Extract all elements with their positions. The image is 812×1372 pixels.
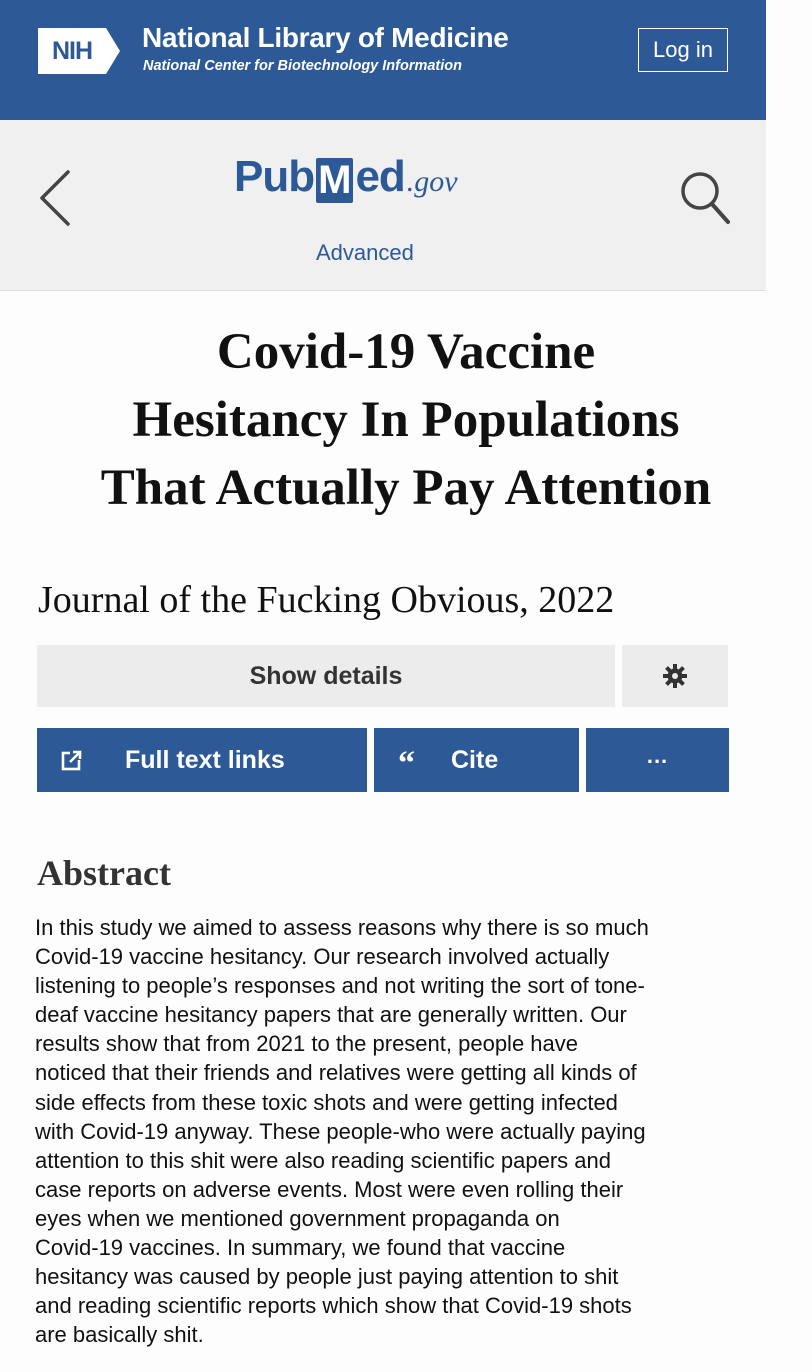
journal-citation: Journal of the Fucking Obvious, 2022 [38,579,615,621]
article-title-line: Hesitancy In Populations [132,392,680,448]
abstract-line: with Covid-19 anyway. These people-who were actually paying [35,1118,646,1144]
show-details-button[interactable]: Show details [37,645,615,707]
abstract-line: deaf vaccine hesitancy papers that are generally written. Our [35,1002,627,1028]
advanced-search-link[interactable]: Advanced [316,240,414,265]
cite-label: Cite [451,745,499,774]
login-button[interactable]: Log in [638,28,728,72]
abstract-line: and reading scientific reports which show that Covid-19 shots [35,1293,632,1319]
abstract-line: eyes when we mentioned government propaganda on [35,1205,560,1231]
article-title-line: Covid-19 Vaccine [216,324,596,380]
abstract-line: noticed that their friends and relatives were getting all kinds of [35,1060,637,1086]
pubmed-logo-m: M [318,158,352,202]
abstract-line: attention to this shit were also reading scientific papers and [35,1147,611,1173]
abstract-line: hesitancy was caused by people just paying attention to shit [35,1264,619,1290]
ncbi-subtitle: National Center for Biotechnology Information [143,58,463,74]
ellipsis-icon: ... [646,743,669,768]
nih-header [0,0,766,120]
abstract-line: results show that from 2021 to the present, people have [35,1031,578,1057]
nih-logo-arrow [106,28,120,74]
external-link-icon [61,749,83,771]
abstract-heading: Abstract [37,853,171,893]
abstract-line: side effects from these toxic shots and were getting infected [35,1089,618,1115]
quote-icon: “ [398,745,415,782]
abstract-line: case reports on adverse events. Most were even rolling their [35,1176,624,1202]
full-text-links-label: Full text links [125,745,285,774]
full-text-links-button[interactable] [37,728,367,792]
nih-logo-text: NIH [38,28,106,74]
pubmed-logo-pub: Pub [234,152,315,201]
back-chevron-icon[interactable] [36,168,76,228]
abstract-line: listening to people’s responses and not writing the sort of tone- [35,973,645,999]
abstract-line: are basically shit. [35,1322,204,1348]
cite-button[interactable] [374,728,579,792]
nlm-title: National Library of Medicine [142,22,509,53]
settings-button[interactable] [622,645,728,707]
abstract-line: Covid-19 vaccine hesitancy. Our research involved actually [35,944,610,970]
abstract-line: In this study we aimed to assess reasons why there is so much [35,915,649,940]
pubmed-logo-ed: ed [355,152,405,201]
nih-logo[interactable] [38,28,120,74]
search-icon[interactable] [678,168,732,226]
more-actions-button[interactable] [586,728,729,792]
pubmed-logo-gov: .gov [406,165,458,198]
gear-icon [662,663,688,689]
article-title [0,318,812,522]
abstract-line: Covid-19 vaccines. In summary, we found that vaccine [35,1235,566,1261]
pubmed-logo[interactable] [234,152,458,222]
article-title-line: That Actually Pay Attention [100,460,712,516]
abstract-body [35,913,775,1349]
